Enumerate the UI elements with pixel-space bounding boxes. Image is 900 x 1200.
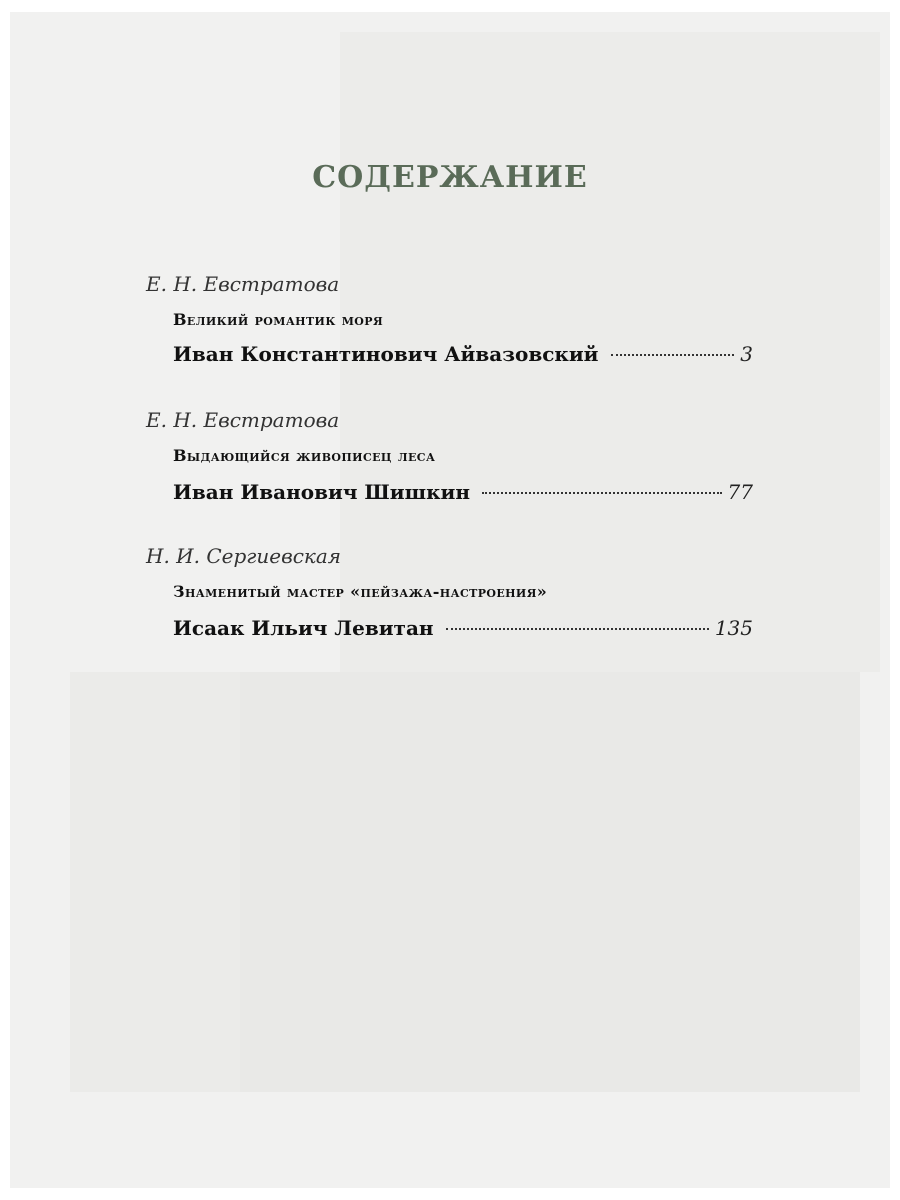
entry-artist-name: Иван Константинович Айвазовский [173, 342, 599, 366]
entry-artist-name: Исаак Ильич Левитан [173, 616, 434, 640]
entry-page-number: 3 [740, 342, 753, 366]
entry-subtitle: Выдающийся живописец леса [173, 446, 436, 465]
entry-main-line [173, 480, 753, 504]
entry-artist-name: Иван Иванович Шишкин [173, 480, 471, 504]
entry-subtitle: Знаменитый мастер «пейзажа-настроения» [173, 582, 548, 601]
entry-main-line [173, 616, 753, 640]
toc-entry[interactable] [0, 408, 900, 518]
entry-subtitle: Великий романтик моря [173, 310, 384, 329]
show-through-column [70, 672, 240, 1092]
entry-author: Е. Н. Евстратова [146, 272, 340, 296]
entry-author: Н. И. Сергиевская [146, 544, 342, 568]
dot-leader [611, 354, 735, 356]
toc-entry[interactable] [0, 544, 900, 654]
toc-heading: СОДЕРЖАНИЕ [312, 160, 588, 195]
show-through-area-bottom [240, 672, 860, 1092]
entry-page-number: 135 [714, 616, 753, 640]
entry-author: Е. Н. Евстратова [146, 408, 340, 432]
entry-main-line [173, 342, 753, 366]
entry-page-number: 77 [727, 480, 753, 504]
toc-entry[interactable] [0, 272, 900, 382]
dot-leader [446, 628, 709, 630]
dot-leader [482, 492, 722, 494]
